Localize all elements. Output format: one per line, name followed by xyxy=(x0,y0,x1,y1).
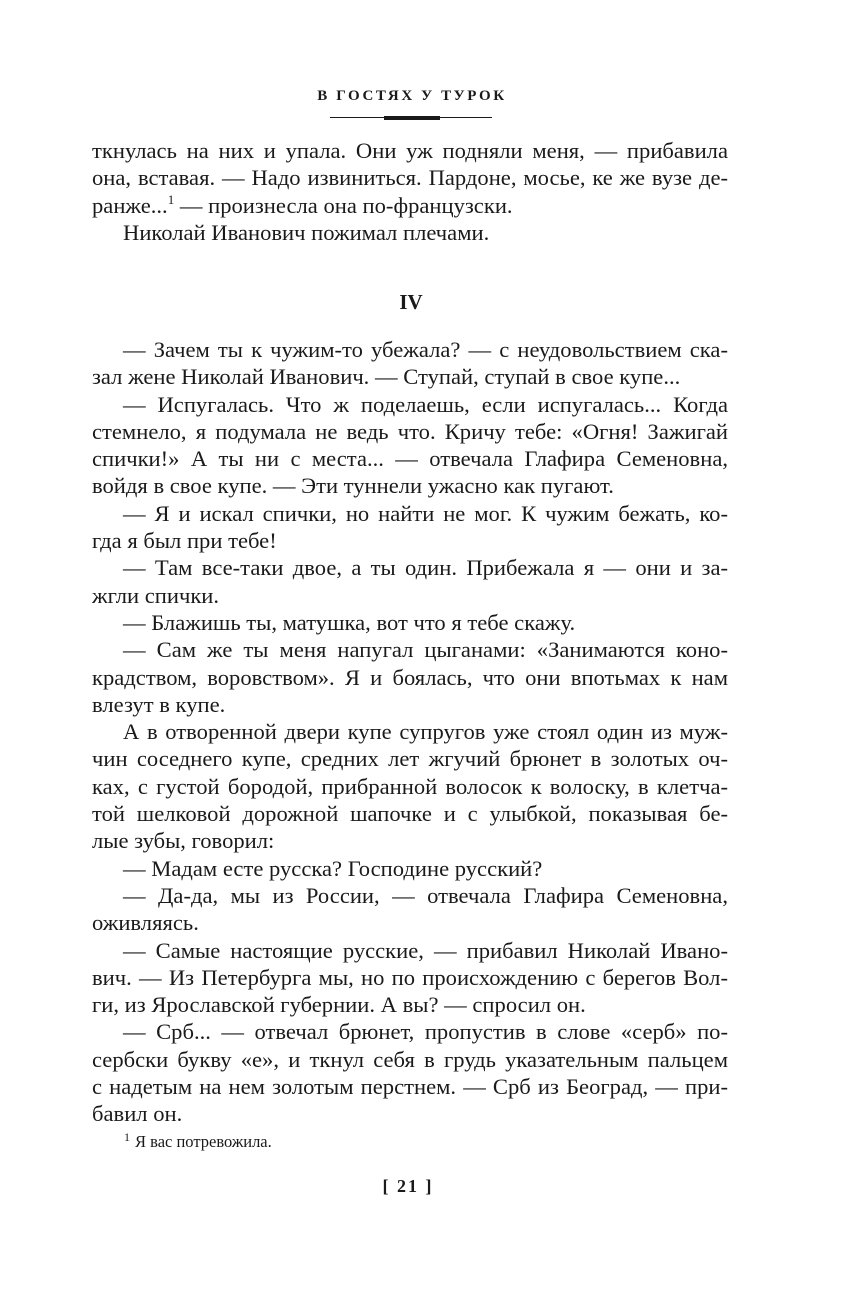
text-line: спички!» А ты ни с места... — отвечала Глафира Семеновна, xyxy=(92,446,728,472)
text-line: — Да-да, мы из России, — отвечала Глафира Семеновна, xyxy=(123,882,728,908)
section-number: IV xyxy=(399,290,423,314)
footnote-marker: 1 xyxy=(167,191,175,207)
text-line: той шелковой дорожной шапочке и с улыбкой, показывая бе- xyxy=(92,801,728,827)
text-line: ги, из Ярославской губернии. А вы? — спросил он. xyxy=(92,992,586,1018)
text-line: сербски букву «е», и ткнул себя в грудь указательным пальцем xyxy=(92,1046,728,1072)
text-line: лые зубы, говорил: xyxy=(92,828,275,854)
text-line: — Срб... — отвечал брюнет, пропустив в слове «серб» по- xyxy=(123,1019,728,1045)
text-line: чин соседнего купе, средних лет жгучий брюнет в золотых оч- xyxy=(92,746,728,772)
text-block-main xyxy=(92,336,728,1128)
text-line: стемнело, я подумала не ведь что. Кричу тебе: «Огня! Зажигай xyxy=(92,418,728,444)
text-line: крадством, воровством». Я и боялась, что они впотьмах к нам xyxy=(92,664,728,690)
text-line: — Испугалась. Что ж поделаешь, если испугалась... Когда xyxy=(123,391,728,417)
text-line: оживляясь. xyxy=(92,910,199,936)
footnote-number: 1 xyxy=(124,1130,130,1144)
text-line: войдя в свое купе. — Эти туннели ужасно как пугают. xyxy=(92,473,614,499)
text-block-top xyxy=(92,137,728,246)
text-line: А в отворенной двери купе супругов уже стоял один из муж- xyxy=(123,719,728,745)
text-line: Николай Иванович пожимал плечами. xyxy=(123,219,490,245)
text-line: — Сам же ты меня напугал цыганами: «Занимаются коно- xyxy=(123,637,728,663)
text-fragment: — произнесла она по-французски. xyxy=(179,192,513,218)
text-line: бавил он. xyxy=(92,1101,183,1127)
text-line: с надетым на нем золотым перстнем. — Срб из Београд, — при- xyxy=(92,1074,728,1100)
text-line: зал жене Николай Иванович. — Ступай, ступай в свое купе... xyxy=(92,364,681,390)
text-line: ках, с густой бородой, прибранной волосок к волоску, в клетча- xyxy=(92,773,728,799)
footnote xyxy=(124,1132,272,1152)
text-line: — Зачем ты к чужим-то убежала? — с неудовольствием ска- xyxy=(123,337,728,362)
text-line xyxy=(92,192,728,219)
text-line: — Мадам есте русска? Господине русский? xyxy=(123,855,543,881)
text-line: — Блажишь ты, матушка, вот что я тебе скажу. xyxy=(123,609,576,635)
footnote-text: Я вас потревожила. xyxy=(135,1132,272,1151)
text-fragment: ранже... xyxy=(92,192,168,218)
text-line: гда я был при тебе! xyxy=(92,528,277,554)
text-line: — Там все-таки двое, а ты один. Прибежала я — они и за- xyxy=(123,555,728,581)
page-number: [ 21 ] xyxy=(382,1176,434,1196)
running-title: В ГОСТЯХ У ТУРОК xyxy=(317,88,507,104)
text-line: — Я и искал спички, но найти не мог. К чужим бежать, ко- xyxy=(123,500,728,526)
text-line: влезут в купе. xyxy=(92,691,226,717)
text-line: она, вставая. — Надо извиниться. Пардоне, мосье, ке же вузе де- xyxy=(92,165,728,191)
text-line: жгли спички. xyxy=(92,582,220,608)
text-line: вич. — Из Петербурга мы, но по происхождению с берегов Вол- xyxy=(92,964,728,990)
text-line: — Самые настоящие русские, — прибавил Николай Ивано- xyxy=(123,937,728,963)
header-rule-ornament xyxy=(384,116,440,120)
text-line: ткнулась на них и упала. Они уж подняли меня, — прибавила xyxy=(92,138,728,163)
